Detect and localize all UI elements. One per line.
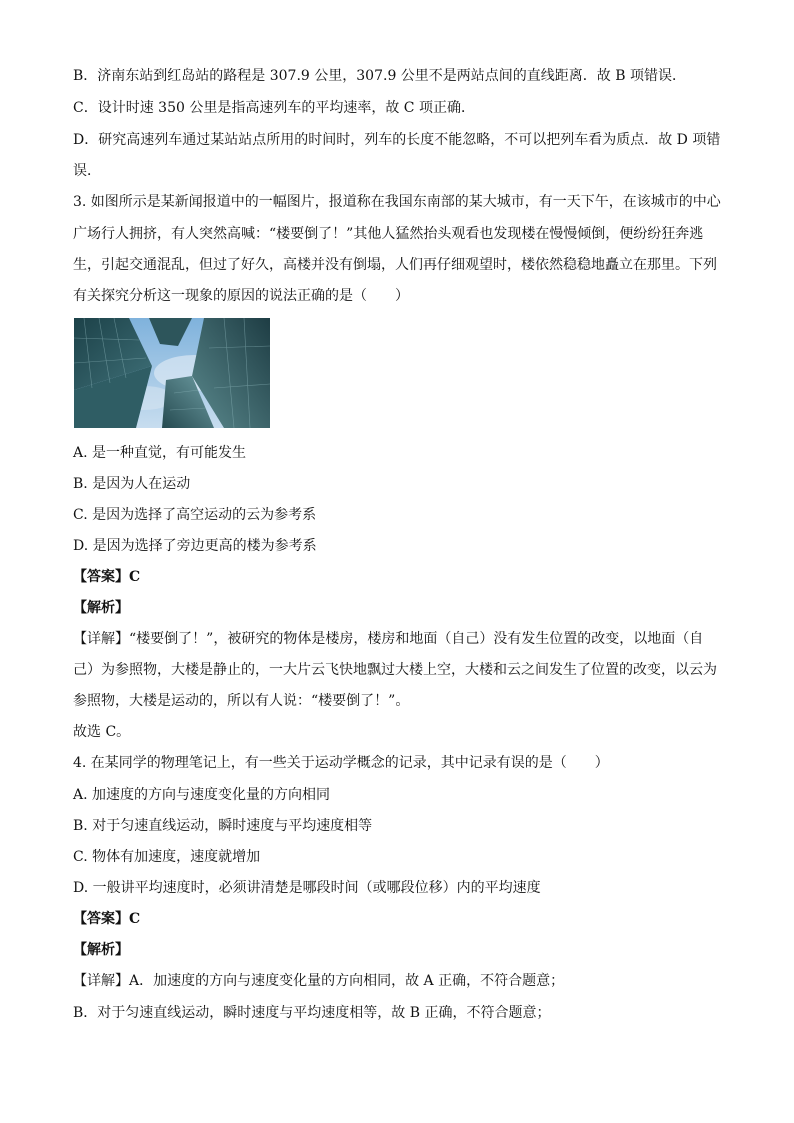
- q4-option-b: B. 对于匀速直线运动，瞬时速度与平均速度相等: [73, 818, 373, 834]
- q3-line-3: 生，引起交通混乱，但过了好久，高楼并没有倒塌，人们再仔细观望时，楼依然稳稳地矗立在那里。下列: [73, 257, 717, 273]
- q3-line-4: 有关探究分析这一现象的原因的说法正确的是（ ）: [73, 288, 409, 304]
- q3-option-a: A. 是一种直觉，有可能发生: [73, 445, 247, 461]
- q4-detail-2: B．对于匀速直线运动，瞬时速度与平均速度相等，故 B 正确，不符合题意；: [73, 1005, 551, 1021]
- q4-analysis-heading: 【解析】: [73, 942, 129, 958]
- q4-option-d: D. 一般讲平均速度时，必须讲清楚是哪段时间（或哪段位移）内的平均速度: [73, 880, 541, 896]
- q3-choice: 故选 C。: [73, 724, 131, 740]
- q3-answer: 【答案】C: [73, 569, 141, 585]
- c-line: C．设计时速 350 公里是指高速列车的平均速率，故 C 项正确．: [73, 100, 475, 116]
- q3-analysis-heading: 【解析】: [73, 600, 129, 616]
- q3-line-1: 3. 如图所示是某新闻报道中的一幅图片，报道称在我国东南部的某大城市，有一天下午，在该城市的中心: [73, 194, 721, 210]
- buildings-photo: [74, 318, 270, 428]
- b-line: B．济南东站到红岛站的路程是 307.9 公里，307.9 公里不是两站点间的直线距离．故 B 项错误．: [73, 68, 686, 84]
- q3-option-d: D. 是因为选择了旁边更高的楼为参考系: [73, 538, 317, 554]
- q3-detail-3: 参照物，大楼是运动的，所以有人说：“楼要倒了！”。: [73, 693, 410, 709]
- q3-detail-1: 【详解】“楼要倒了！”，被研究的物体是楼房，楼房和地面（自己）没有发生位置的改变，以地面（自: [73, 631, 704, 647]
- q4-answer: 【答案】C: [73, 911, 141, 927]
- d-line-2: 误．: [73, 163, 101, 179]
- q3-option-c: C. 是因为选择了高空运动的云为参考系: [73, 507, 317, 523]
- q4-option-a: A. 加速度的方向与速度变化量的方向相同: [73, 787, 331, 803]
- q3-line-2: 广场行人拥挤，有人突然高喊：“楼要倒了！”其他人猛然抬头观看也发现楼在慢慢倾倒，便纷纷狂奔逃: [73, 226, 704, 242]
- q4-question: 4. 在某同学的物理笔记上，有一些关于运动学概念的记录，其中记录有误的是（ ）: [73, 755, 609, 771]
- q4-detail-1: 【详解】A．加速度的方向与速度变化量的方向相同，故 A 正确，不符合题意；: [73, 973, 565, 989]
- q3-detail-2: 己）为参照物，大楼是静止的，一大片云飞快地飘过大楼上空，大楼和云之间发生了位置的改变，以云为: [73, 662, 717, 678]
- d-line-1: D．研究高速列车通过某站站点所用的时间时，列车的长度不能忽略，不可以把列车看为质点．故 D 项错: [73, 132, 721, 148]
- q3-option-b: B. 是因为人在运动: [73, 476, 191, 492]
- q4-option-c: C. 物体有加速度，速度就增加: [73, 849, 261, 865]
